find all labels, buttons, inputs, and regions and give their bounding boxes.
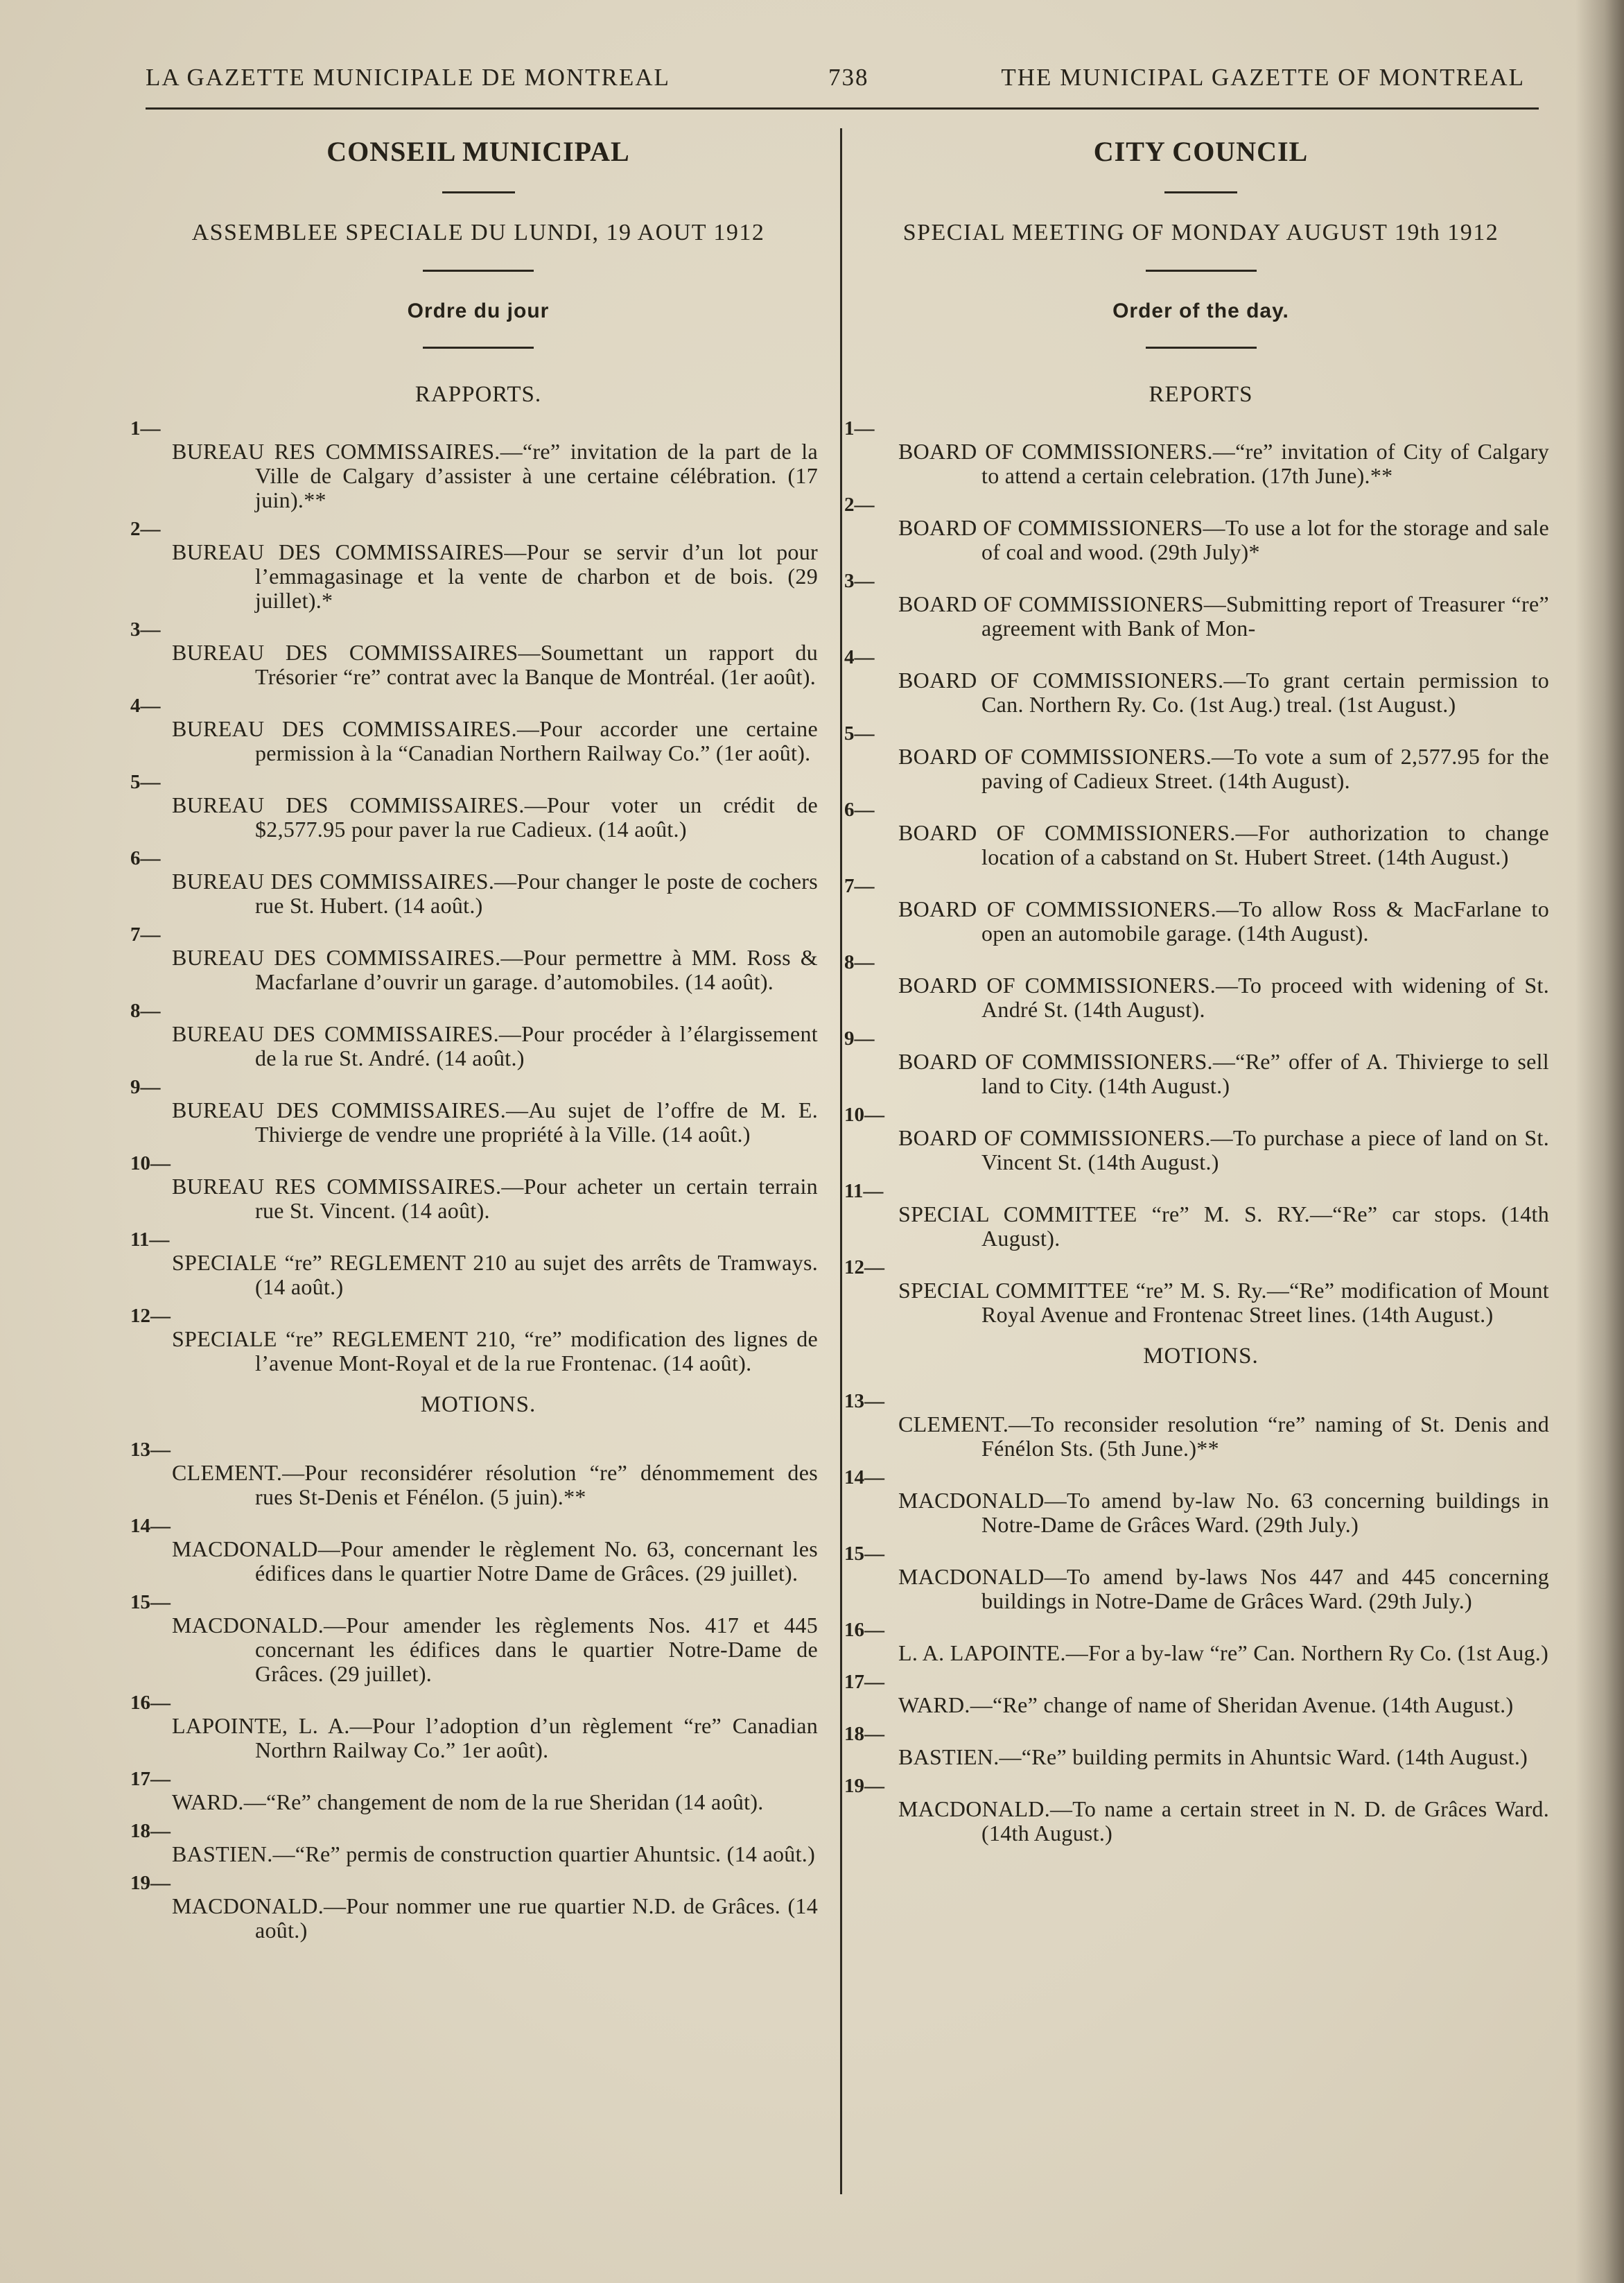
agenda-item-number: 5— xyxy=(844,722,875,745)
agenda-item xyxy=(844,1723,1549,1769)
english-motions-heading: MOTIONS. xyxy=(1143,1344,1259,1369)
agenda-item-number: 18— xyxy=(130,1820,171,1842)
agenda-item xyxy=(844,1671,1549,1717)
agenda-item-number: 8— xyxy=(844,951,875,973)
agenda-item xyxy=(130,847,818,918)
agenda-item-text: BOARD OF COMMISSIONERS.—For authorization to change location of a cabstand on St. Hubert Street. (14th August.) xyxy=(898,820,1549,869)
agenda-item xyxy=(844,1104,1549,1174)
agenda-item xyxy=(130,1872,818,1943)
agenda-item-text: BUREAU DES COMMISSAIRES.—Au sujet de l’offre de M. E. Thivierge de vendre une propriété à la Ville. (14 août.) xyxy=(172,1097,818,1147)
header-rule xyxy=(146,107,1539,110)
agenda-item-number: 1— xyxy=(130,417,161,440)
agenda-item xyxy=(844,1543,1549,1613)
english-column xyxy=(844,132,1549,1851)
french-section-title: CONSEIL MUNICIPAL xyxy=(326,136,630,167)
agenda-item xyxy=(130,1076,818,1147)
agenda-item-text: MACDONALD—Pour amender le règlement No. 63, concernant les édifices dans le quartier Notre Dame de Grâces. (29 juillet). xyxy=(172,1536,818,1586)
french-motions-heading: MOTIONS. xyxy=(420,1392,536,1417)
french-motions-list xyxy=(130,1439,818,1943)
agenda-item-number: 11— xyxy=(130,1229,170,1251)
agenda-item xyxy=(130,518,818,613)
meeting-rule xyxy=(1146,270,1257,272)
agenda-item xyxy=(844,494,1549,564)
agenda-item xyxy=(844,646,1549,717)
agenda-item xyxy=(844,722,1549,793)
agenda-item xyxy=(844,1619,1549,1665)
agenda-item-number: 17— xyxy=(130,1768,171,1790)
english-reports-heading: REPORTS xyxy=(1149,382,1253,407)
agenda-item xyxy=(130,1305,818,1375)
agenda-item-text: BOARD OF COMMISSIONERS.—To vote a sum of 2,577.95 for the paving of Cadieux Street. (14th August). xyxy=(898,744,1549,793)
column-divider xyxy=(840,128,842,2194)
english-motions-list xyxy=(844,1390,1549,1846)
agenda-item-number: 18— xyxy=(844,1723,884,1745)
agenda-item xyxy=(844,1027,1549,1098)
agenda-item-text: BUREAU DES COMMISSAIRES.—Pour accorder une certaine permission à la “Canadian Northern Railway Co.” (1er août). xyxy=(172,716,818,765)
agenda-item xyxy=(844,875,1549,946)
agenda-item-number: 3— xyxy=(844,570,875,592)
title-rule xyxy=(442,191,515,193)
agenda-item xyxy=(844,417,1549,488)
agenda-item xyxy=(130,1768,818,1814)
agenda-item-number: 12— xyxy=(130,1305,171,1327)
agenda-item-number: 4— xyxy=(844,646,875,668)
title-rule xyxy=(1164,191,1237,193)
french-reports-list xyxy=(130,417,818,1375)
agenda-item xyxy=(844,951,1549,1022)
agenda-item-text: WARD.—“Re” change of name of Sheridan Avenue. (14th August.) xyxy=(898,1692,1514,1717)
agenda-item-text: BUREAU DES COMMISSAIRES.—Pour procéder à l’élargissement de la rue St. André. (14 août.) xyxy=(172,1021,818,1070)
agenda-item xyxy=(844,1180,1549,1251)
agenda-item xyxy=(844,1466,1549,1537)
agenda-item-text: CLEMENT.—Pour reconsidérer résolution “re” dénommement des rues St-Denis et Fénélon. (5 juin).** xyxy=(172,1460,818,1509)
agenda-item-number: 12— xyxy=(844,1256,884,1278)
english-reports-list xyxy=(844,417,1549,1327)
agenda-item-text: BUREAU DES COMMISSAIRES—Pour se servir d’un lot pour l’emmagasinage et la vente de charbon et de bois. (29 juillet).* xyxy=(172,539,818,613)
agenda-item-text: BUREAU DES COMMISSAIRES—Soumettant un rapport du Trésorier “re” contrat avec la Banque de Montréal. (1er août). xyxy=(172,640,818,689)
agenda-item-text: BOARD OF COMMISSIONERS.—To allow Ross & MacFarlane to open an automobile garage. (14th August). xyxy=(898,896,1549,946)
order-rule xyxy=(1146,347,1257,349)
agenda-item-text: BOARD OF COMMISSIONERS.—To grant certain permission to Can. Northern Ry. Co. (1st Aug.) treal. (1st August.) xyxy=(898,668,1549,717)
agenda-item-number: 4— xyxy=(130,695,161,717)
agenda-item xyxy=(130,923,818,994)
agenda-item xyxy=(130,771,818,842)
page-header xyxy=(146,64,1525,105)
page-number: 738 xyxy=(828,64,869,91)
agenda-item-text: BOARD OF COMMISSIONERS—To use a lot for the storage and sale of coal and wood. (29th July)* xyxy=(898,515,1549,564)
agenda-item-number: 19— xyxy=(130,1872,171,1894)
agenda-item-text: BUREAU DES COMMISSAIRES.—Pour permettre à MM. Ross & Macfarlane d’ouvrir un garage. d’automobiles. (14 août). xyxy=(172,945,818,994)
agenda-item-text: MACDONALD—To amend by-law No. 63 concerning buildings in Notre-Dame de Grâces Ward. (29th July.) xyxy=(898,1488,1549,1537)
agenda-item-number: 9— xyxy=(130,1076,161,1098)
french-meeting-line: ASSEMBLEE SPECIALE DU LUNDI, 19 AOUT 1912 xyxy=(191,220,765,245)
agenda-item-number: 14— xyxy=(130,1515,171,1537)
page-edge-shadow xyxy=(1575,0,1624,2283)
french-order-heading: Ordre du jour xyxy=(407,300,550,322)
agenda-item xyxy=(844,1390,1549,1461)
agenda-item-text: SPECIAL COMMITTEE “re” M. S. Ry.—“Re” modification of Mount Royal Avenue and Frontenac Street lines. (14th August.) xyxy=(898,1278,1549,1327)
agenda-item xyxy=(844,799,1549,869)
agenda-item xyxy=(844,570,1549,641)
agenda-item-number: 10— xyxy=(130,1152,171,1174)
agenda-item xyxy=(130,1439,818,1509)
agenda-item xyxy=(130,1515,818,1586)
agenda-item-text: BOARD OF COMMISSIONERS.—To proceed with widening of St. André St. (14th August). xyxy=(898,973,1549,1022)
agenda-item-number: 13— xyxy=(130,1439,171,1461)
english-section-title: CITY COUNCIL xyxy=(1093,136,1309,167)
agenda-item-text: BOARD OF COMMISSIONERS.—“re” invitation of City of Calgary to attend a certain celebration. (17th June).** xyxy=(898,439,1549,488)
agenda-item xyxy=(130,1000,818,1070)
agenda-item xyxy=(130,1692,818,1762)
agenda-item-number: 19— xyxy=(844,1775,884,1797)
agenda-item xyxy=(844,1775,1549,1846)
agenda-item xyxy=(130,1229,818,1299)
agenda-item-text: BUREAU DES COMMISSAIRES.—Pour changer le poste de cochers rue St. Hubert. (14 août.) xyxy=(172,869,818,918)
agenda-item xyxy=(130,1152,818,1223)
agenda-item-text: L. A. LAPOINTE.—For a by-law “re” Can. Northern Ry Co. (1st Aug.) xyxy=(898,1640,1549,1665)
agenda-item xyxy=(130,618,818,689)
agenda-item-number: 6— xyxy=(130,847,161,869)
header-french-title: LA GAZETTE MUNICIPALE DE MONTREAL xyxy=(146,64,670,91)
agenda-item-number: 9— xyxy=(844,1027,875,1050)
agenda-item-text: MACDONALD.—Pour nommer une rue quartier N.D. de Grâces. (14 août.) xyxy=(172,1893,818,1943)
french-reports-heading: RAPPORTS. xyxy=(414,382,542,407)
agenda-item-text: BASTIEN.—“Re” permis de construction quartier Ahuntsic. (14 août.) xyxy=(172,1841,816,1866)
agenda-item-text: BASTIEN.—“Re” building permits in Ahuntsic Ward. (14th August.) xyxy=(898,1744,1528,1769)
agenda-item-number: 3— xyxy=(130,618,161,641)
agenda-item-text: MACDONALD.—To name a certain street in N. D. de Grâces Ward. (14th August.) xyxy=(898,1796,1549,1846)
agenda-item xyxy=(130,417,818,512)
agenda-item-number: 7— xyxy=(130,923,161,946)
agenda-item-number: 15— xyxy=(130,1591,171,1613)
agenda-item-number: 13— xyxy=(844,1390,884,1412)
agenda-item-text: CLEMENT.—To reconsider resolution “re” naming of St. Denis and Fénélon Sts. (5th June.)** xyxy=(898,1412,1549,1461)
agenda-item-number: 7— xyxy=(844,875,875,897)
agenda-item-text: SPECIAL COMMITTEE “re” M. S. RY.—“Re” car stops. (14th August). xyxy=(898,1201,1549,1251)
agenda-item-number: 2— xyxy=(130,518,161,540)
agenda-item-number: 17— xyxy=(844,1671,884,1693)
agenda-item-text: BUREAU RES COMMISSAIRES.—“re” invitation de la part de la Ville de Calgary d’assister à une certaine célébration. (17 juin).** xyxy=(172,439,818,512)
agenda-item-number: 15— xyxy=(844,1543,884,1565)
agenda-item xyxy=(130,695,818,765)
agenda-item-text: SPECIALE “re” REGLEMENT 210, “re” modification des lignes de l’avenue Mont-Royal et de la rue Frontenac. (14 août). xyxy=(172,1326,818,1375)
agenda-item xyxy=(130,1820,818,1866)
agenda-item-text: BUREAU DES COMMISSAIRES.—Pour voter un crédit de $2,577.95 pour paver la rue Cadieux. (14 août.) xyxy=(172,792,818,842)
agenda-item-number: 5— xyxy=(130,771,161,793)
french-column xyxy=(130,132,818,1948)
english-order-heading: Order of the day. xyxy=(1112,300,1289,322)
agenda-item-text: WARD.—“Re” changement de nom de la rue Sheridan (14 août). xyxy=(172,1789,764,1814)
agenda-item xyxy=(130,1591,818,1686)
agenda-item-number: 8— xyxy=(130,1000,161,1022)
agenda-item-number: 16— xyxy=(130,1692,171,1714)
meeting-rule xyxy=(423,270,534,272)
agenda-item-number: 16— xyxy=(844,1619,884,1641)
agenda-item-text: BOARD OF COMMISSIONERS.—“Re” offer of A. Thivierge to sell land to City. (14th August.) xyxy=(898,1049,1549,1098)
agenda-item-number: 2— xyxy=(844,494,875,516)
agenda-item-text: LAPOINTE, L. A.—Pour l’adoption d’un règlement “re” Canadian Northrn Railway Co.” 1er août). xyxy=(172,1713,818,1762)
agenda-item-text: BUREAU RES COMMISSAIRES.—Pour acheter un certain terrain rue St. Vincent. (14 août). xyxy=(172,1174,818,1223)
order-rule xyxy=(423,347,534,349)
agenda-item xyxy=(844,1256,1549,1327)
english-meeting-line: SPECIAL MEETING OF MONDAY AUGUST 19th 1912 xyxy=(902,220,1499,245)
agenda-item-number: 14— xyxy=(844,1466,884,1488)
agenda-item-text: BOARD OF COMMISSIONERS—Submitting report of Treasurer “re” agreement with Bank of Mon- xyxy=(898,591,1549,641)
agenda-item-number: 6— xyxy=(844,799,875,821)
agenda-item-number: 1— xyxy=(844,417,875,440)
agenda-item-text: BOARD OF COMMISSIONERS.—To purchase a piece of land on St. Vincent St. (14th August.) xyxy=(898,1125,1549,1174)
agenda-item-number: 11— xyxy=(844,1180,884,1202)
agenda-item-number: 10— xyxy=(844,1104,884,1126)
agenda-item-text: MACDONALD.—Pour amender les règlements Nos. 417 et 445 concernant les édifices dans le quartier Notre-Dame de Grâces. (29 juillet). xyxy=(172,1613,818,1686)
agenda-item-text: SPECIALE “re” REGLEMENT 210 au sujet des arrêts de Tramways. (14 août.) xyxy=(172,1250,818,1299)
header-english-title: THE MUNICIPAL GAZETTE OF MONTREAL xyxy=(1001,64,1525,91)
agenda-item-text: MACDONALD—To amend by-laws Nos 447 and 445 concerning buildings in Notre-Dame de Grâces Ward. (29th July.) xyxy=(898,1564,1549,1613)
